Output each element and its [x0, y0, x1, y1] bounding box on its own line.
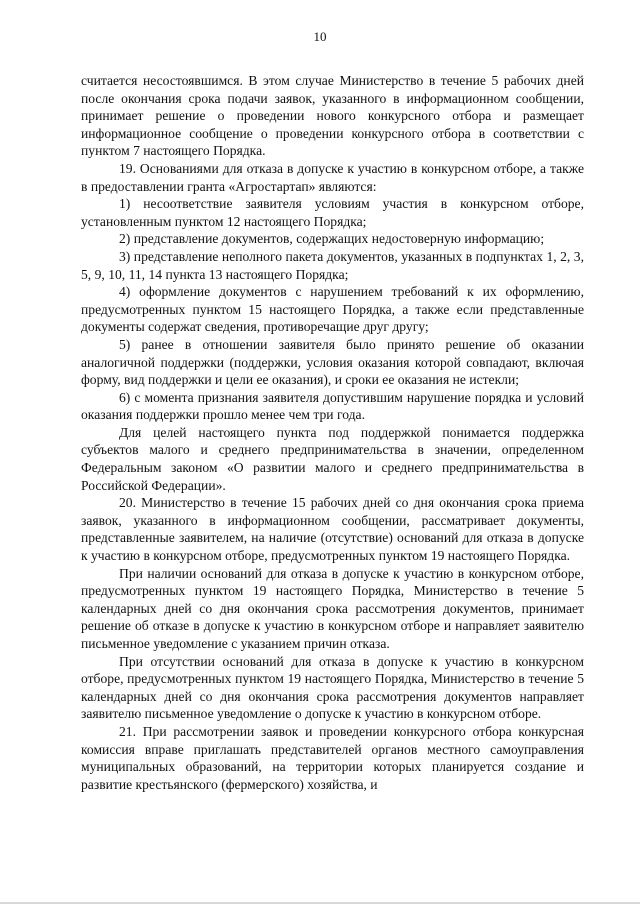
- page-number: 10: [313, 29, 327, 44]
- paragraph-admission: При отсутствии оснований для отказа в допуске к участию в конкурсном отборе, предусмотренных пунктом 19 настоящего Порядка, Министерство в течение 5 календарных дней со дня окончания срока рассмотрения документов направляет заявителю письменное уведомление о допуске к участию в конкурсном отборе.: [81, 653, 584, 722]
- paragraph-subitem-1: 1) несоответствие заявителя условиям участия в конкурсном отборе, установленным пунктом 12 настоящего Порядка;: [81, 196, 584, 229]
- paragraph-subitem-5: 5) ранее в отношении заявителя было принято решение об оказании аналогичной поддержки (поддержки, условия оказания которой совпадают, включая форму, вид поддержки и цели ее оказания), и сроки ее оказания не истекли;: [81, 336, 584, 388]
- paragraph-item-20: 20. Министерство в течение 15 рабочих дней со дня окончания срока приема заявок, указанного в информационном сообщении, рассматривает документы, представленные заявителем, на наличие (отсутствие) оснований для отказа в допуске к участию в конкурсном отборе, предусмотренных пунктом 19 настоящего Порядка.: [81, 495, 584, 564]
- paragraph-item-19: 19. Основаниями для отказа в допуске к участию в конкурсном отборе, а также в предоставлении гранта «Агростартап» являются:: [81, 160, 584, 194]
- document-body: [81, 72, 584, 793]
- paragraph-support-definition: Для целей настоящего пункта под поддержкой понимается поддержка субъектов малого и среднего предпринимательства в значении, определенном Федеральным законом «О развитии малого и среднего предпринимательства в Российской Федерации».: [81, 424, 584, 493]
- scan-bottom-edge: [0, 902, 640, 904]
- paragraph-item-21: 21. При рассмотрении заявок и проведении конкурсного отбора конкурсная комиссия вправе приглашать представителей органов местного самоуправления муниципальных образований, на территории которых планируется создание и развитие крестьянского (фермерского) хозяйства, и: [81, 723, 584, 792]
- paragraph-subitem-4: 4) оформление документов с нарушением требований к их оформлению, предусмотренных пунктом 15 настоящего Порядка, а также если представленные документы содержат сведения, противоречащие друг другу;: [81, 284, 584, 335]
- paragraph-subitem-2: 2) представление документов, содержащих недостоверную информацию;: [119, 231, 545, 247]
- paragraph-refusal-grounds: При наличии оснований для отказа в допуске к участию в конкурсном отборе, предусмотренных пунктом 19 настоящего Порядка, Министерство в течение 5 календарных дней со дня окончания срока рассмотрения документов, принимает решение об отказе в допуске к участию в конкурсном отборе и направляет заявителю письменное уведомление с указанием причин отказа.: [81, 565, 584, 651]
- paragraph-subitem-3: 3) представление неполного пакета документов, указанных в подпунктах 1, 2, 3, 5, 9, 10, 11, 14 пункта 13 настоящего Порядка;: [81, 248, 584, 282]
- paragraph-subitem-6: 6) с момента признания заявителя допустившим нарушение порядка и условий оказания поддержки прошло менее чем три года.: [81, 389, 584, 423]
- paragraph-continuation: считается несостоявшимся. В этом случае Министерство в течение 5 рабочих дней после окончания срока подачи заявок, указанного в информационном сообщении, принимает решение о проведении нового конкурсного отбора и размещает информационное сообщение о проведении конкурсного отбора в соответствии с пунктом 7 настоящего Порядка.: [81, 73, 584, 159]
